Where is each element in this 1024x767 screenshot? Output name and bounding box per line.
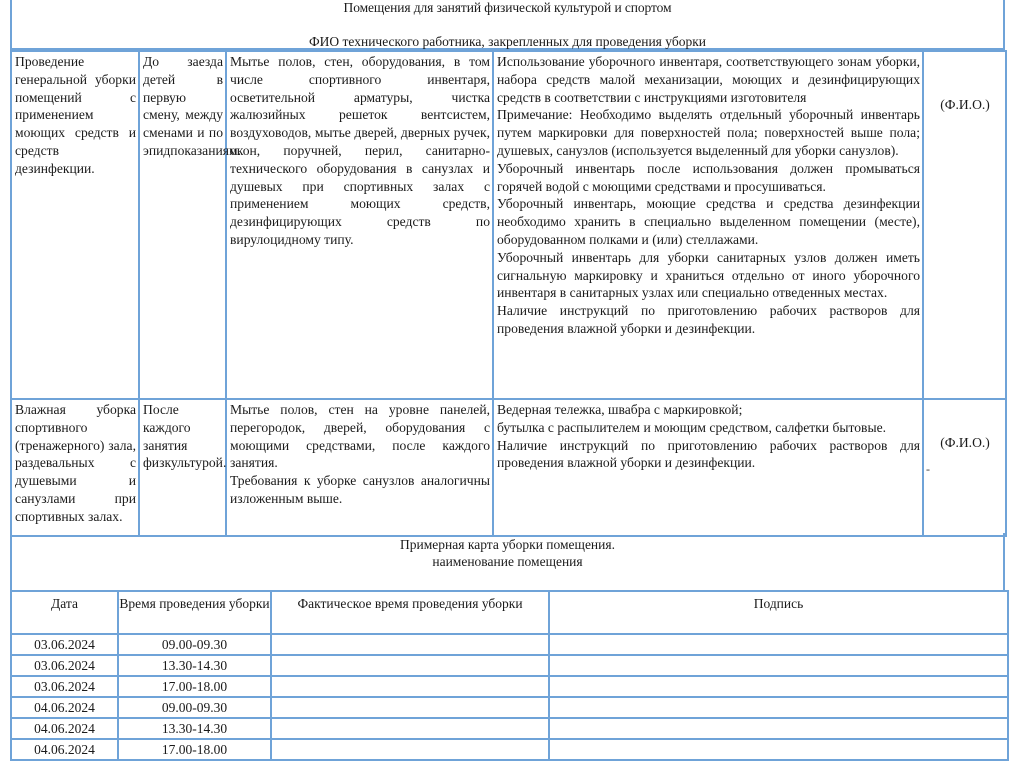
column-header-signature: Подпись (549, 591, 1008, 634)
date-cell: 03.06.2024 (11, 634, 118, 655)
column-header-actual-time: Фактическое время проведения уборки (271, 591, 549, 634)
signature-cell[interactable] (549, 739, 1008, 760)
signature-cell[interactable] (549, 697, 1008, 718)
time-cell: 09.00-09.30 (118, 697, 271, 718)
signature-cell[interactable] (549, 634, 1008, 655)
time-cell: 13.30-14.30 (118, 718, 271, 739)
log-header-row (11, 591, 1008, 634)
cleaning-type-cell: Влажная уборка спортивного (тренажерного) зала, раздевальных с душевыми и санузлами при спортивных залах. (11, 399, 139, 536)
actual-time-cell[interactable] (271, 718, 549, 739)
requirements-cell (493, 399, 923, 536)
requirement-text: Использование уборочного инвентаря, соответствующего зонам уборки, набора средств малой механизации, моющих и дезинфицирующих средств в соответствии с инструкциями изготовителя (497, 54, 920, 105)
log-row (11, 676, 1008, 697)
date-cell: 04.06.2024 (11, 697, 118, 718)
cleaning-type-cell: Проведение генеральной уборки помещений с применением моющих средств и средств дезинфекции. (11, 51, 139, 399)
requirements-cell (493, 51, 923, 399)
responsible-cell: (Ф.И.О.) (923, 51, 1006, 399)
log-row (11, 697, 1008, 718)
actual-time-cell[interactable] (271, 634, 549, 655)
signature-cell[interactable] (549, 655, 1008, 676)
scope-text: Мытье полов, стен на уровне панелей, перегородок, дверей, оборудования с моющими средствами, после каждого занятия. (230, 402, 490, 471)
actual-time-cell[interactable] (271, 697, 549, 718)
document-title: Помещения для занятий физической культурой и спортом (343, 0, 672, 15)
document-subtitle: ФИО технического работника, закрепленных для проведения уборки (308, 34, 706, 49)
date-cell: 03.06.2024 (11, 655, 118, 676)
log-row (11, 634, 1008, 655)
column-header-date: Дата (11, 591, 118, 634)
requirement-text: Ведерная тележка, швабра с маркировкой; (497, 402, 743, 417)
card-title: Примерная карта уборки помещения. (400, 537, 615, 552)
table-row-wet-cleaning (11, 399, 1006, 536)
time-cell: 17.00-18.00 (118, 676, 271, 697)
requirement-text: Уборочный инвентарь, моющие средства и средства дезинфекции необходимо хранить в специально выделенном помещении (месте), оборудованном полками и (или) стеллажами. (497, 196, 920, 247)
date-cell: 03.06.2024 (11, 676, 118, 697)
actual-time-cell[interactable] (271, 655, 549, 676)
requirement-text: Наличие инструкций по приготовлению рабочих растворов для проведения влажной уборки и дезинфекции. (497, 303, 920, 336)
cleaning-log-table (10, 590, 1009, 761)
cleaning-schedule-table (10, 50, 1007, 537)
scope-text: Требования к уборке санузлов аналогичны изложенным выше. (230, 473, 490, 506)
table-row-general-cleaning (11, 51, 1006, 399)
signature-cell[interactable] (549, 718, 1008, 739)
actual-time-cell[interactable] (271, 739, 549, 760)
time-cell: 17.00-18.00 (118, 739, 271, 760)
document-header (10, 0, 1005, 50)
responsible-cell: (Ф.И.О.) (923, 399, 1006, 536)
date-cell: 04.06.2024 (11, 739, 118, 760)
log-row (11, 718, 1008, 739)
actual-time-cell[interactable] (271, 676, 549, 697)
requirement-text: бутылка с распылителем и моющим средством, салфетки бытовые. (497, 419, 887, 435)
scope-cell (226, 399, 493, 536)
log-row (11, 739, 1008, 760)
frequency-cell: До заезда детей в первую смену, между сменами и по эпидпоказаниям. (139, 51, 226, 399)
requirement-text: Примечание: Необходимо выделять отдельный уборочный инвентарь путем маркировки для поверхностей пола; поверхностей выше пола; душевых, санузлов (используется выделенный для уборки санузлов). (497, 107, 920, 158)
cleaning-card-header (10, 533, 1005, 591)
date-cell: 04.06.2024 (11, 718, 118, 739)
card-subtitle: наименование помещения (432, 554, 583, 569)
log-row (11, 655, 1008, 676)
time-cell: 09.00-09.30 (118, 634, 271, 655)
frequency-cell: После каждого занятия физкультурой. (139, 399, 226, 536)
signature-cell[interactable] (549, 676, 1008, 697)
requirement-text: Наличие инструкций по приготовлению рабочих растворов для проведения влажной уборки и дезинфекции. (497, 437, 920, 471)
scope-cell: Мытье полов, стен, оборудования, в том числе спортивного инвентаря, осветительной арматуры, чистка жалюзийных решеток вентсистем, воздуховодов, мытье дверей, дверных ручек, окон, поручней, перил, санитарно-технического оборудования в санузлах и душевых при спортивных залах с применением моющих средств, дезинфицирующих средств по вирулоцидному типу. (226, 51, 493, 399)
requirement-text: Уборочный инвентарь после использования должен промываться горячей водой с моющими средствами и просушиваться. (497, 160, 920, 194)
mark-dash: - (926, 462, 930, 476)
column-header-scheduled-time: Время проведения уборки (118, 591, 271, 634)
requirement-text: Уборочный инвентарь для уборки санитарных узлов должен иметь сигнальную маркировку и храниться отдельно от иного уборочного инвентаря в санитарных узлах или специально отведенных местах. (497, 249, 920, 301)
time-cell: 13.30-14.30 (118, 655, 271, 676)
